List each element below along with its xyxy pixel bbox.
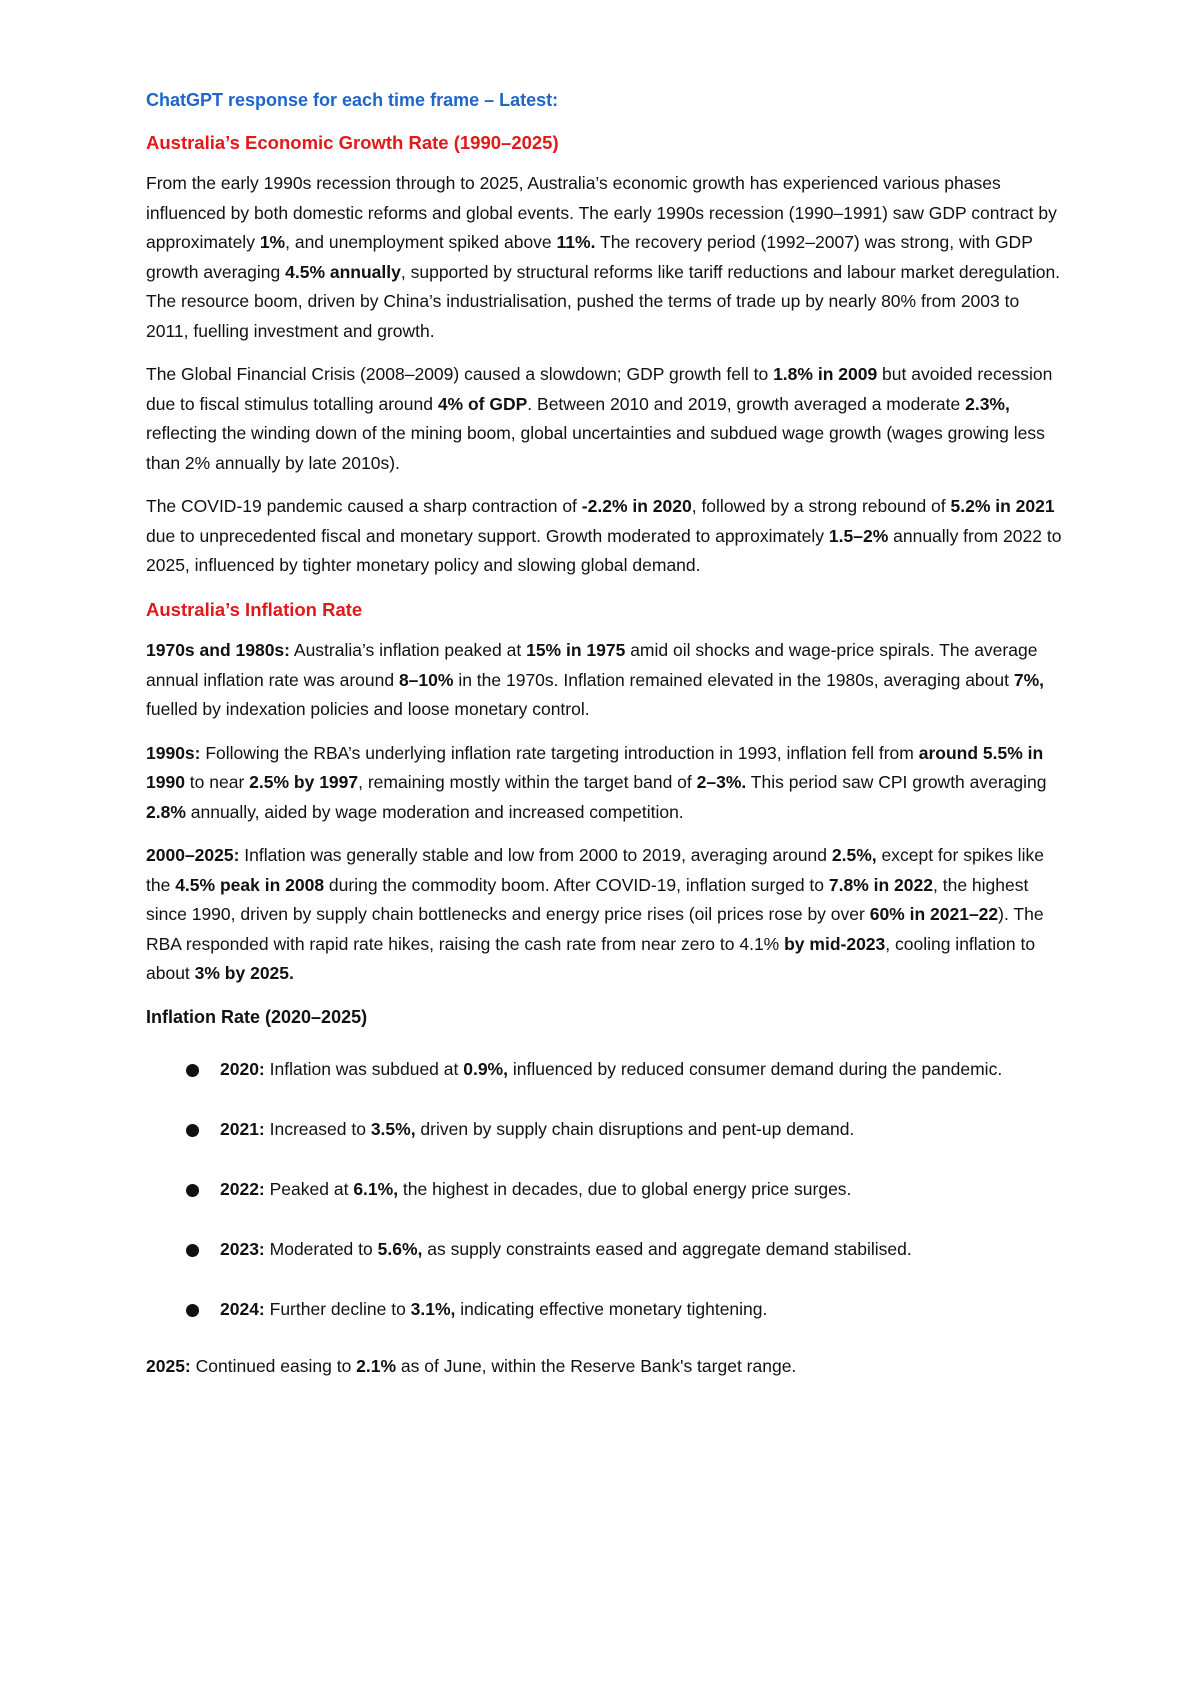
growth-paragraph-2: The Global Financial Crisis (2008–2009) caused a slowdown; GDP growth fell to 1.8% in 2009 but avoided recession due to fiscal stimulus totalling around 4% of GDP. Between 2010 and 2019, growth averaged a moderate 2.3%, reflecting the winding down of the mining boom, global uncertainties and subdued wage growth (wages growing less than 2% annually by late 2010s). [146,364,1053,473]
list-item: 2024: Further decline to 3.1%, indicating effective monetary tightening. [146,1292,1066,1326]
list-item: 2021: Increased to 3.5%, driven by supply chain disruptions and pent-up demand. [146,1112,1066,1146]
growth-paragraph-3: The COVID-19 pandemic caused a sharp contraction of -2.2% in 2020, followed by a strong rebound of 5.2% in 2021 due to unprecedented fiscal and monetary support. Growth moderated to approximately 1.5–2% annually from 2022 to 2025, influenced by tighter monetary policy and slowing global demand. [146,496,1062,575]
inflation-heading: Australia’s Inflation Rate [146,598,363,620]
document-page [146,86,1066,1396]
inflation-paragraph-1970s: 1970s and 1980s: Australia’s inflation peaked at 15% in 1975 amid oil shocks and wage-price spirals. The average annual inflation rate was around 8–10% in the 1970s. Inflation remained elevated in the 1980s, averaging about 7%, fuelled by indexation policies and loose monetary control. [146,640,1045,719]
list-item: 2023: Moderated to 5.6%, as supply constraints eased and aggregate demand stabilised. [146,1232,1066,1266]
bullet-dot-icon [186,1244,199,1257]
inflation-paragraph-2000s: 2000–2025: Inflation was generally stable and low from 2000 to 2019, averaging around 2.5%, except for spikes like the 4.5% peak in 2008 during the commodity boom. After COVID-19, inflation surged to 7.8% in 2022, the highest since 1990, driven by supply chain bottlenecks and energy price rises (oil prices rose by over 60% in 2021–22). The RBA responded with rapid rate hikes, raising the cash rate from near zero to 4.1% by mid-2023, cooling inflation to about 3% by 2025. [146,845,1044,983]
bullet-dot-icon [186,1064,199,1077]
list-item: 2020: Inflation was subdued at 0.9%, influenced by reduced consumer demand during the pandemic. [146,1052,1066,1086]
growth-heading: Australia’s Economic Growth Rate (1990–2025) [146,131,559,153]
bullet-dot-icon [186,1124,199,1137]
inflation-paragraph-1990s: 1990s: Following the RBA’s underlying inflation rate targeting introduction in 1993, inflation fell from around 5.5% in 1990 to near 2.5% by 1997, remaining mostly within the target band of 2–3%. This period saw CPI growth averaging 2.8% annually, aided by wage moderation and increased competition. [146,742,1047,822]
bullet-dot-icon [186,1184,199,1197]
list-item: 2022: Peaked at 6.1%, the highest in decades, due to global energy price surges. [146,1172,1066,1206]
main-heading: ChatGPT response for each time frame – Latest: [146,90,559,110]
bullet-dot-icon [186,1304,199,1317]
recent-inflation-heading: Inflation Rate (2020–2025) [146,1006,368,1027]
growth-paragraph-1: From the early 1990s recession through to 2025, Australia’s economic growth has experienced various phases influenced by both domestic reforms and global events. The early 1990s recession (1990–1991) saw GDP contract by approximately 1%, and unemployment spiked above 11%. The recovery period (1992–2007) was strong, with GDP growth averaging 4.5% annually, supported by structural reforms like tariff reductions and labour market deregulation. The resource boom, driven by China’s industrialisation, pushed the terms of trade up by nearly 80% from 2003 to 2011, fuelling investment and growth. [146,173,1061,341]
inflation-2025-line: 2025: Continued easing to 2.1% as of June, within the Reserve Bank's target range. [146,1356,797,1376]
recent-inflation-list [146,1052,1066,1326]
